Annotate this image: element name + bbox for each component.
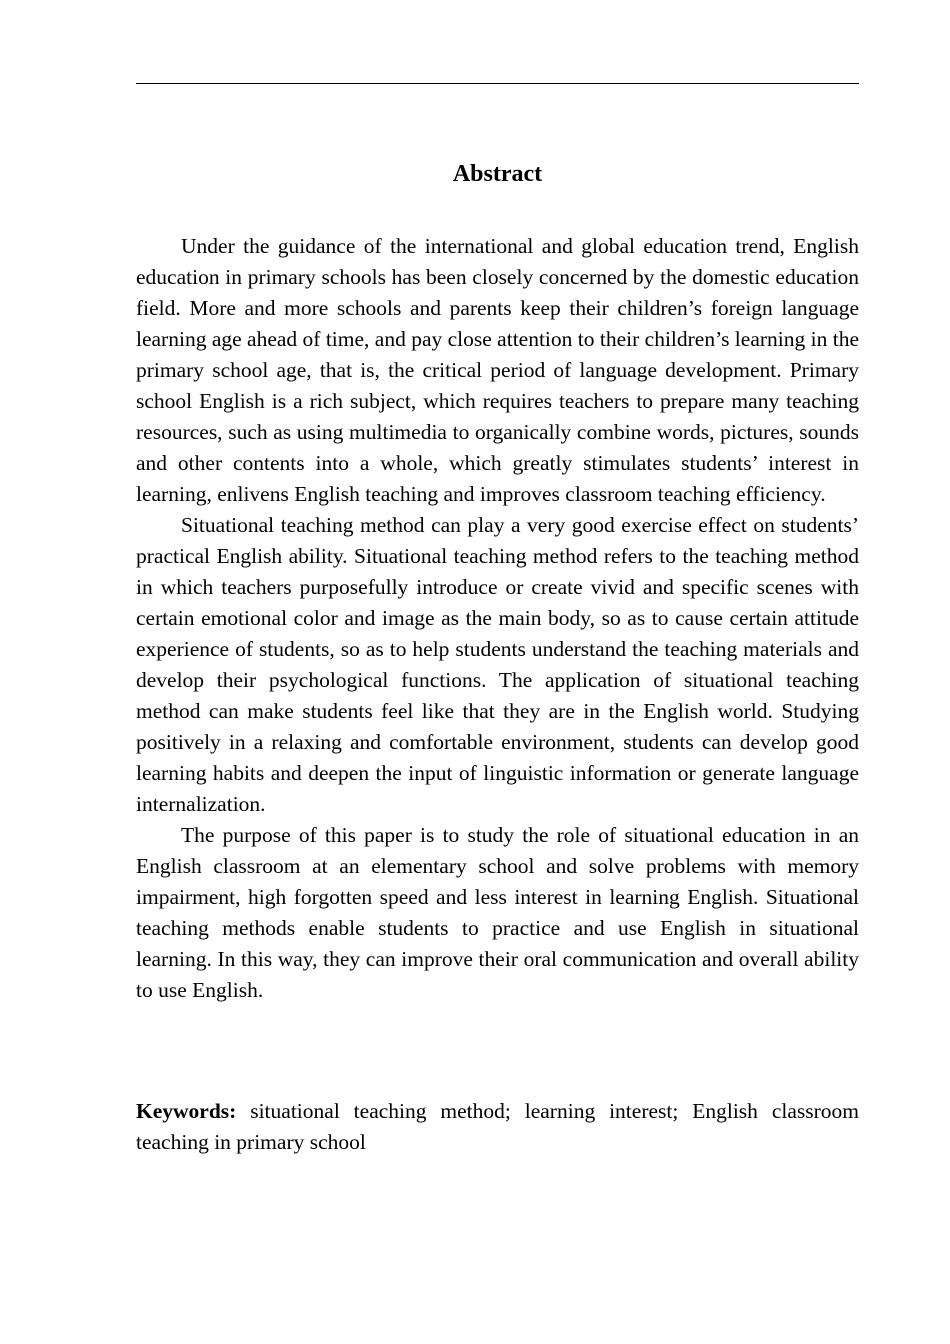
abstract-paragraph-2: Situational teaching method can play a very good exercise effect on students’ practical English ability. Situational teaching method refers to the teaching method in which teachers purposefully introduce or create vivid and specific scenes with certain emotional color and image as the main body, so as to cause certain attitude experience of students, so as to help students understand the teaching materials and develop their psychological functions. The application of situational teaching method can make students feel like that they are in the English world. Studying positively in a relaxing and comfortable environment, students can develop good learning habits and deepen the input of linguistic information or generate language internalization. [136, 513, 859, 816]
abstract-body [136, 231, 859, 1006]
keywords [136, 1096, 859, 1158]
header-rule [136, 83, 859, 84]
abstract-title: Abstract [452, 161, 543, 187]
abstract-paragraph-3: The purpose of this paper is to study the role of situational education in an English classroom at an elementary school and solve problems with memory impairment, high forgotten speed and less interest in learning English. Situational teaching methods enable students to practice and use English in situational learning. In this way, they can improve their oral communication and overall ability to use English. [136, 823, 859, 1002]
abstract-paragraph-1: Under the guidance of the international and global education trend, English education in primary schools has been closely concerned by the domestic education field. More and more schools and parents keep their children’s foreign language learning age ahead of time, and pay close attention to their children’s learning in the primary school age, that is, the critical period of language development. Primary school English is a rich subject, which requires teachers to prepare many teaching resources, such as using multimedia to organically combine words, pictures, sounds and other contents into a whole, which greatly stimulates students’ interest in learning, enlivens English teaching and improves classroom teaching efficiency. [136, 234, 859, 506]
keywords-label: Keywords: [136, 1099, 237, 1123]
keywords-text: situational teaching method; learning interest; English classroom teaching in primary school [136, 1099, 859, 1154]
